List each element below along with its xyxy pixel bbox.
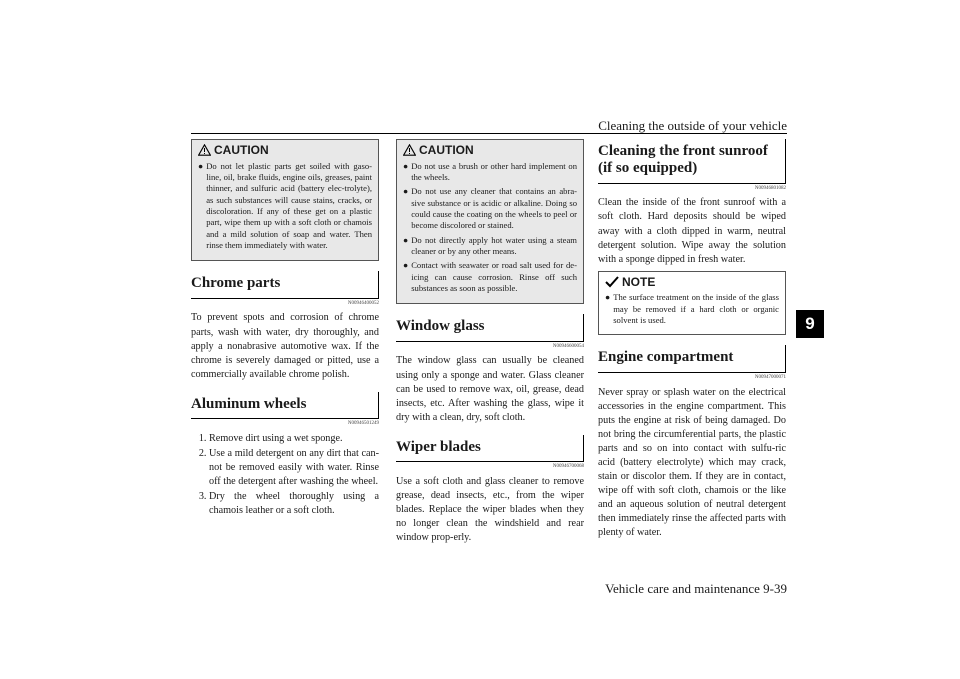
section-title-chrome: Chrome parts [191,271,379,298]
engine-paragraph: Never spray or splash water on the electrical accessories in the engine compartment. This puts the engine at risk of being damaged. Do not bring the circumferential parts, the plastic parts and so on into contact with sulfu-ric acid (battery electrolyte) which may crack, stain or discolor them. If they are in contact, wipe off with soft cloth, chamois or the like and an aqueous solution of neutral detergent then immediately rinse the affected parts with plenty of water. [598,386,786,539]
bullet-icon: ● [403,186,409,197]
warning-icon [198,144,211,156]
note-item: ● The surface treatment on the inside of the glass may be removed if a hard cloth or organic solvent is used. [605,292,779,326]
section-title-wheels: Aluminum wheels [191,392,379,419]
section-code: N00946600054 [552,343,584,349]
header-rule [191,133,787,134]
note-box [598,271,786,336]
section-code: N00946400052 [347,300,379,306]
caution-box [396,139,584,304]
caution-label: CAUTION [419,143,474,157]
glass-paragraph: The window glass can usually be cleaned using only a sponge and water. Glass cleaner can be used to remove wax, oil, grease, dead insects, etc. After washing the glass, wipe it dry with a clean, dry, soft cloth. [396,355,584,423]
section-code: N00947000071 [754,374,786,380]
note-label: NOTE [622,274,656,289]
caution-label: CAUTION [214,143,269,157]
bullet-icon: ● [403,160,409,171]
section-title-sunroof: Cleaning the front sunroof (if so equipped) [598,139,786,184]
section-code: N00946801082 [754,185,786,191]
column-1 [191,139,379,519]
section-title-engine: Engine compartment [598,345,786,372]
note-check-icon [605,276,619,288]
caution-item: ● Do not let plastic parts get soiled with gaso-line, oil, brake fluids, engine oils, greases, paint thinner, and sulfuric acid (battery elec-trolyte), as such substances will cause stains, cracks, or discoloration. If any of these get on a plastic part, wipe them up with a soft cloth or chamois and a mild solution of soap and water. Then rinse them immediately with water. [198,160,372,250]
bullet-icon: ● [198,160,204,171]
chrome-paragraph: To prevent spots and corrosion of chrome parts, wash with water, dry thoroughly, and apply a nonabrasive automotive wax. If the chrome is severely damaged or pitted, use a commercially available chrome polish. [191,312,379,380]
step-item: 2. Use a mild detergent on any dirt that can-not be removed easily with water. Rinse off the detergent after washing the wheel. [209,447,379,489]
caution-item: ● Do not use a brush or other hard implement on the wheels. [403,160,577,182]
chapter-tab: 9 [796,310,824,338]
page-header-title: Cleaning the outside of your vehicle [598,118,787,133]
warning-icon [403,144,416,156]
bullet-icon: ● [605,292,611,303]
page-footer: Vehicle care and maintenance 9-39 [605,581,787,596]
wiper-paragraph: Use a soft cloth and glass cleaner to remove grease, dead insects, etc., from the wiper blades. Replace the wiper blades when they no longer clean the windshield and rear window prop-erly. [396,476,584,544]
caution-item: ● Do not directly apply hot water using a steam cleaner or by any other means. [403,234,577,256]
step-item: 1. Remove dirt using a wet sponge. [209,432,379,446]
bullet-icon: ● [403,260,409,271]
section-title-glass: Window glass [396,314,584,341]
sunroof-paragraph: Clean the inside of the front sunroof with a soft cloth. Hard deposits should be wiped away with a cloth dipped in warm, neutral detergent solution. Wipe away the solution with a sponge dipped in fresh water. [598,197,786,265]
section-code: N00946700068 [552,464,584,470]
column-3 [598,139,786,540]
caution-item: ● Contact with seawater or road salt used for de-icing can cause corrosion. Rinse off such substances as soon as possible. [403,260,577,293]
wheels-steps [191,432,379,518]
caution-box [191,139,379,261]
bullet-icon: ● [403,234,409,245]
step-item: 3. Dry the wheel thoroughly using a chamois leather or a soft cloth. [209,490,379,518]
caution-item: ● Do not use any cleaner that contains an abra-sive substance or is acidic or alkaline. Doing so could cause the coating on the wheels to peel or become discolored or stained. [403,186,577,231]
section-title-wiper: Wiper blades [396,435,584,462]
column-2 [396,139,584,545]
section-code: N00946501249 [347,421,379,427]
